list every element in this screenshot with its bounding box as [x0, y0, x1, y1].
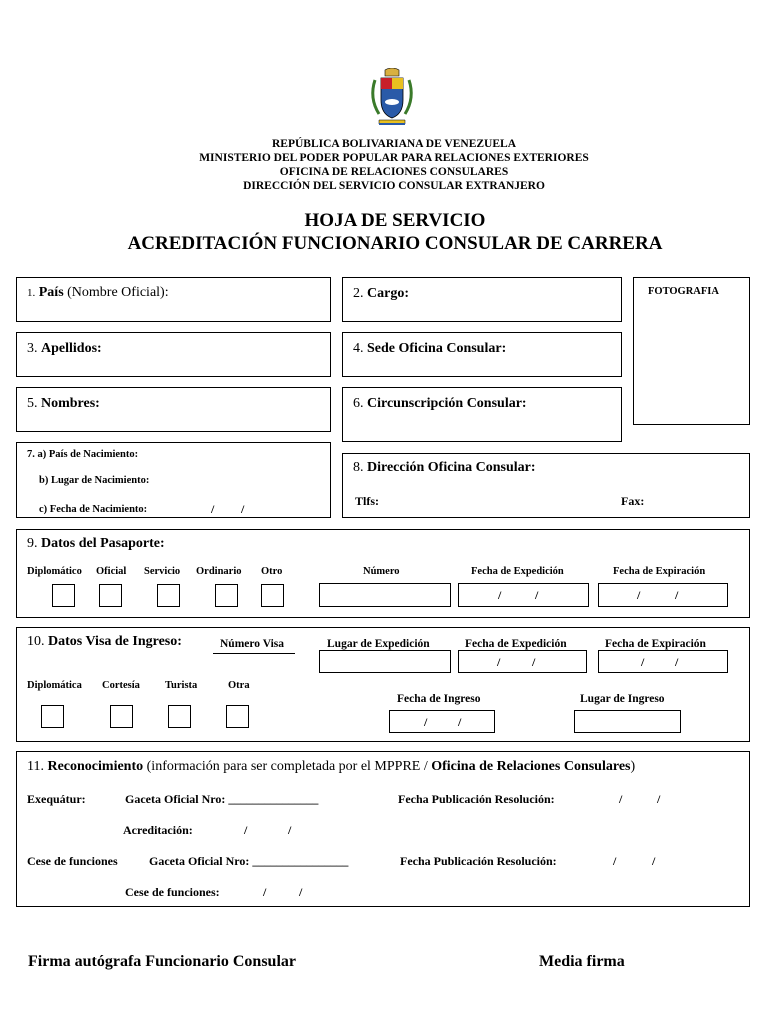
date-slash: /: [458, 715, 462, 729]
field-cargo-num: 2.: [353, 286, 364, 301]
date-slash: /: [299, 885, 303, 899]
visa-type-cortesia: Cortesía: [102, 680, 140, 691]
date-slash: /: [211, 502, 215, 516]
reconocimiento-close: ): [630, 759, 636, 774]
checkbox-servicio[interactable]: [157, 584, 180, 607]
passport-numero-input[interactable]: [319, 583, 451, 607]
passport-expiracion-label: Fecha de Expiración: [613, 566, 706, 577]
field-circunscripcion-label: Circunscripción Consular:: [367, 396, 527, 411]
field-cargo-box[interactable]: [342, 277, 622, 322]
visa-section: [16, 627, 750, 742]
fecha-publicacion-2-label: Fecha Publicación Resolución:: [400, 854, 557, 868]
field-nombres-label: Nombres:: [41, 396, 100, 411]
visa-type-otra: Otra: [228, 680, 250, 691]
visa-lugar-exp-label: Lugar de Expedición: [327, 638, 430, 650]
visa-lugar-exp-input[interactable]: [319, 650, 451, 673]
checkbox-ordinario[interactable]: [215, 584, 238, 607]
passport-section: [16, 529, 750, 618]
pais-nacimiento-label: 7. a) País de Nacimiento:: [27, 449, 139, 460]
passport-type-ordinario: Ordinario: [196, 566, 242, 577]
field-apellidos-box[interactable]: [16, 332, 331, 377]
coat-of-arms-logo: [365, 68, 419, 128]
date-slash: /: [637, 588, 641, 602]
passport-expedicion-input[interactable]: [458, 583, 589, 607]
gaceta-oficial-1[interactable]: Gaceta Oficial Nro: _______________: [125, 792, 319, 806]
header-line-3: OFICINA DE RELACIONES CONSULARES: [279, 166, 509, 178]
visa-numero-underline: [213, 653, 295, 654]
fecha-publicacion-1-label: Fecha Publicación Resolución:: [398, 792, 555, 806]
field-nacimiento-box[interactable]: [16, 442, 331, 518]
reconocimiento-num: 11.: [27, 759, 44, 774]
exequatur-label: Exequátur:: [27, 792, 86, 806]
field-pais-box[interactable]: [16, 277, 331, 322]
firma-autografa-label: Firma autógrafa Funcionario Consular: [28, 953, 296, 970]
header-line-4: DIRECCIÓN DEL SERVICIO CONSULAR EXTRANJERO: [243, 180, 545, 192]
passport-type-diplomatico: Diplomático: [27, 566, 82, 577]
passport-num: 9.: [27, 536, 38, 551]
date-slash: /: [619, 792, 623, 806]
date-slash: /: [244, 823, 248, 837]
field-pais-num: 1.: [27, 287, 36, 299]
field-direccion-num: 8.: [353, 460, 364, 475]
fecha-nacimiento-label: c) Fecha de Nacimiento:: [39, 504, 148, 515]
checkbox-visa-otra[interactable]: [226, 705, 249, 728]
date-slash: /: [424, 715, 428, 729]
date-slash: /: [675, 655, 679, 669]
fecha-ingreso-input[interactable]: [389, 710, 495, 733]
header-line-2: MINISTERIO DEL PODER POPULAR PARA RELACIONES EXTERIORES: [199, 152, 589, 164]
title-line-1: HOJA DE SERVICIO: [304, 210, 486, 231]
field-nombres-box[interactable]: [16, 387, 331, 432]
field-nombres-num: 5.: [27, 396, 38, 411]
visa-type-turista: Turista: [165, 680, 198, 691]
visa-fecha-expir-input[interactable]: [598, 650, 728, 673]
date-slash: /: [657, 792, 661, 806]
field-apellidos-label: Apellidos:: [41, 341, 102, 356]
date-slash: /: [498, 588, 502, 602]
reconocimiento-office: Oficina de Relaciones Consulares: [431, 759, 631, 774]
passport-type-servicio: Servicio: [144, 566, 181, 577]
passport-type-otro: Otro: [261, 566, 283, 577]
field-apellidos-num: 3.: [27, 341, 38, 356]
reconocimiento-title: Reconocimiento: [47, 759, 144, 774]
field-cargo-label: Cargo:: [367, 286, 409, 301]
field-circunscripcion-num: 6.: [353, 396, 364, 411]
photo-box[interactable]: [633, 277, 750, 425]
date-slash: /: [675, 588, 679, 602]
date-slash: /: [641, 655, 645, 669]
reconocimiento-note: (información para ser completada por el MPPRE /: [143, 759, 432, 774]
checkbox-diplomatico[interactable]: [52, 584, 75, 607]
date-slash: /: [532, 655, 536, 669]
field-sede-num: 4.: [353, 341, 364, 356]
checkbox-oficial[interactable]: [99, 584, 122, 607]
passport-type-oficial: Oficial: [96, 566, 127, 577]
fecha-ingreso-label: Fecha de Ingreso: [397, 693, 481, 705]
visa-num: 10.: [27, 634, 45, 649]
field-pais-sublabel: (Nombre Oficial):: [63, 285, 169, 300]
field-sede-label: Sede Oficina Consular:: [367, 341, 507, 356]
lugar-ingreso-input[interactable]: [574, 710, 681, 733]
media-firma-label: Media firma: [539, 953, 625, 970]
cese-funciones-date-label: Cese de funciones:: [125, 885, 220, 899]
field-direccion-box[interactable]: [342, 453, 750, 518]
passport-expedicion-label: Fecha de Expedición: [471, 566, 564, 577]
visa-fecha-exp-input[interactable]: [458, 650, 587, 673]
gaceta-oficial-2[interactable]: Gaceta Oficial Nro: ________________: [149, 854, 349, 868]
visa-numero-label: Número Visa: [220, 638, 284, 650]
field-sede-box[interactable]: [342, 332, 622, 377]
lugar-ingreso-label: Lugar de Ingreso: [580, 693, 665, 705]
field-circunscripcion-box[interactable]: [342, 387, 622, 442]
passport-expiracion-input[interactable]: [598, 583, 728, 607]
passport-title: Datos del Pasaporte:: [41, 536, 165, 551]
field-direccion-label: Dirección Oficina Consular:: [367, 460, 536, 475]
date-slash: /: [288, 823, 292, 837]
header-line-1: REPÚBLICA BOLIVARIANA DE VENEZUELA: [271, 138, 516, 150]
fax-label: Fax:: [621, 494, 645, 508]
visa-title: Datos Visa de Ingreso:: [48, 634, 182, 649]
date-slash: /: [535, 588, 539, 602]
visa-fecha-expir-label: Fecha de Expiración: [605, 638, 706, 650]
passport-numero-label: Número: [363, 566, 400, 577]
title-line-2: ACREDITACIÓN FUNCIONARIO CONSULAR DE CARRERA: [127, 233, 663, 254]
field-pais-label: País: [38, 285, 64, 300]
date-slash: /: [497, 655, 501, 669]
photo-label: FOTOGRAFIA: [648, 286, 719, 297]
reconocimiento-section: [16, 751, 750, 907]
tlfs-label: Tlfs:: [355, 494, 379, 508]
checkbox-otro[interactable]: [261, 584, 284, 607]
lugar-nacimiento-label: b) Lugar de Nacimiento:: [39, 475, 150, 486]
checkbox-visa-diplomatica[interactable]: [41, 705, 64, 728]
cese-funciones-label: Cese de funciones: [27, 854, 118, 868]
date-slash: /: [652, 854, 656, 868]
checkbox-visa-turista[interactable]: [168, 705, 191, 728]
checkbox-visa-cortesia[interactable]: [110, 705, 133, 728]
date-slash: /: [613, 854, 617, 868]
date-slash: /: [241, 502, 245, 516]
visa-type-diplomatica: Diplomática: [27, 680, 82, 691]
visa-fecha-exp-label: Fecha de Expedición: [465, 638, 567, 650]
acreditacion-label: Acreditación:: [123, 823, 193, 837]
date-slash: /: [263, 885, 267, 899]
